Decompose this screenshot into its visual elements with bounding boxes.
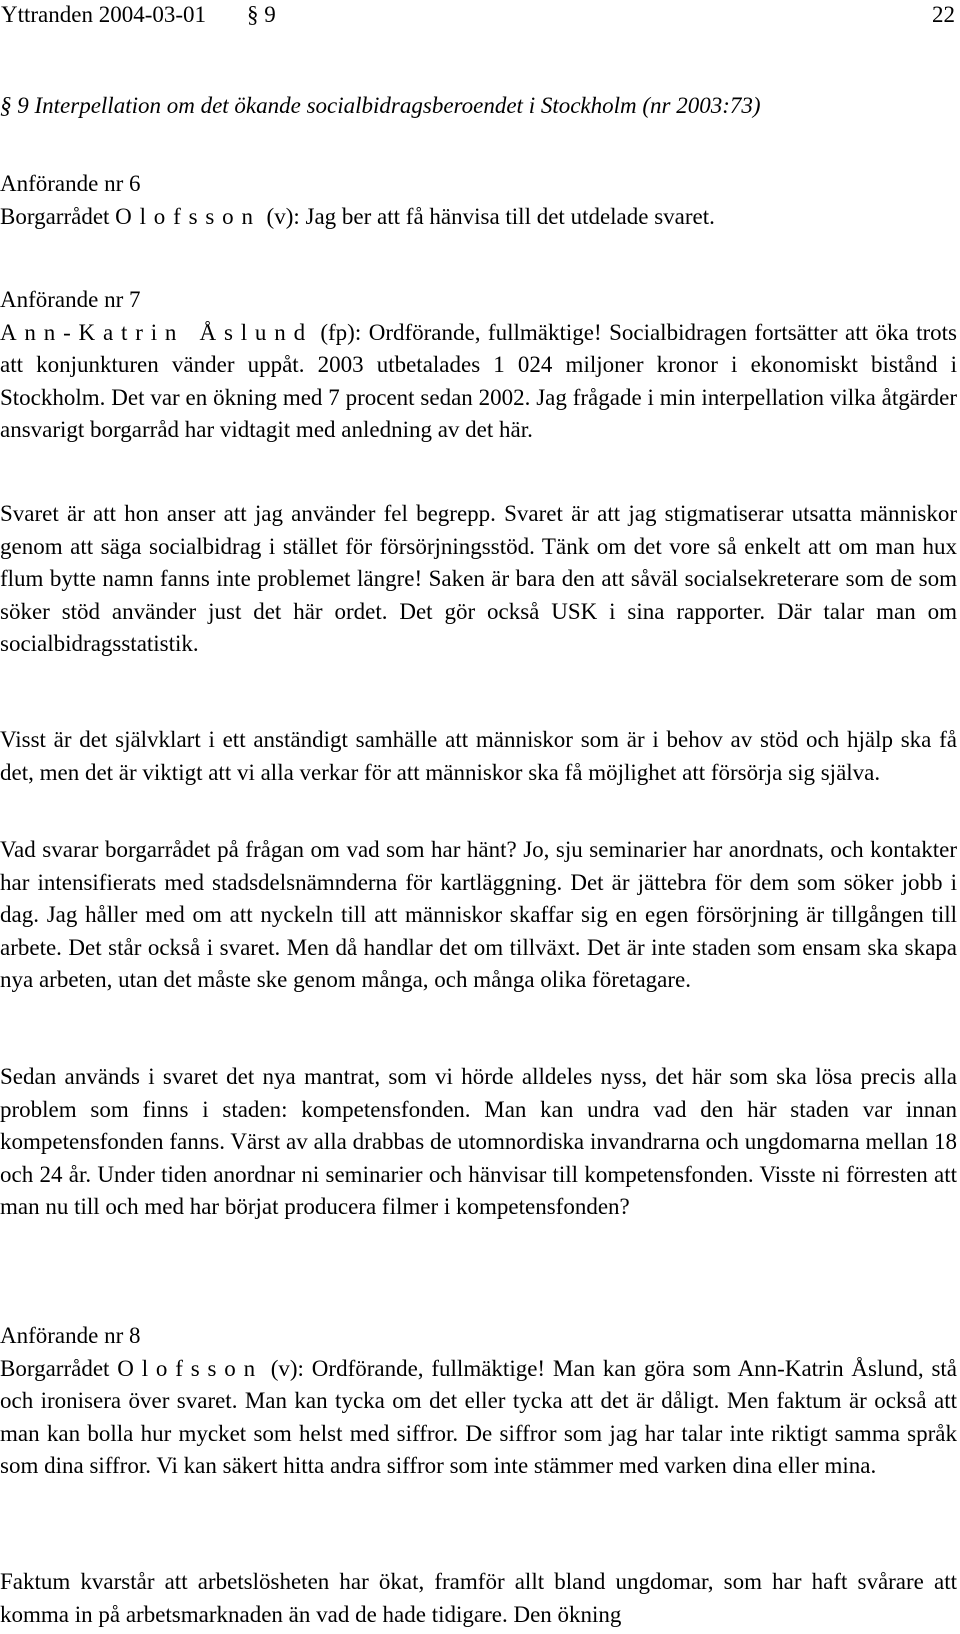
speaker-party: (v): [270, 1355, 304, 1381]
speech-6 [0, 168, 957, 233]
header-section-ref: § 9 [247, 2, 276, 27]
speaker-title: Borgarrådet [0, 203, 110, 229]
speaker-name: Olofsson [115, 203, 261, 229]
speech-first-paragraph [0, 1353, 957, 1483]
section-title: § 9 Interpellation om det ökande socialbidragsberoendet i Stockholm (nr 2003:73) [0, 93, 761, 118]
speaker-party: (fp): [320, 319, 362, 345]
speech-8 [0, 1320, 957, 1483]
speech-7-paragraph-5: Sedan används i svaret det nya mantrat, som vi hörde alldeles nyss, det här som ska lösa precis alla problem som finns i staden: kompetensfonden. Man kan undra vad den här staden var innan kompetensfonden fanns. Värst av alla drabbas de utomnordiska invandrarna och ungdomarna mellan 18 och 24 år. Under tiden anordnar ni seminarier och hänvisar till kompetensfonden. Visste ni förresten att man nu till och med har börjat producera filmer i kompetensfonden? [0, 1064, 957, 1219]
speech-heading: Anförande nr 6 [0, 171, 141, 196]
speech-first-paragraph [0, 317, 957, 447]
speech-8-paragraph-2: Faktum kvarstår att arbetslösheten har ökat, framför allt bland ungdomar, som har haft svårare att komma in på arbetsmarknaden än vad de hade tidigare. Den ökning [0, 1569, 957, 1627]
speaker-title: Borgarrådet [0, 1355, 110, 1381]
speech-7-paragraph-4: Vad svarar borgarrådet på frågan om vad som har hänt? Jo, sju seminarier har anordnats, och kontakter har intensifierats med stadsdelsnämnderna för kartläggning. Det är jättebra för dem som söker jobb i dag. Jag håller med om att nyckeln till att människor skaffar sig en egen försörjning är tillgången till arbete. Det står också i svaret. Men då handlar det om tillväxt. Det är inte staden som ensam ska skapa nya arbeten, utan det måste ske genom många, och många olika företagare. [0, 837, 957, 992]
speech-text: Ordförande, fullmäktige! Socialbidragen fortsätter att öka trots att konjunkturen vänder uppåt. 2003 utbetalades 1 024 miljoner kronor i ekonomiskt bistånd i Stockholm. Det var en ökning med 7 procent sedan 2002. Jag frågade i min interpellation vilka åtgärder ansvarigt borgarråd har vidtagit med anledning av det här. [0, 319, 958, 442]
speech-text: Ordförande, fullmäktige! Man kan göra som Ann-Katrin Åslund, stå och ironisera över svaret. Man kan tycka om det eller tycka att det är dåligt. Men faktum är också att man kan bolla hur mycket som helst med siffror. De siffror som jag har talar inte riktigt samma språk som dina siffror. Vi kan säkert hitta andra siffror som inte stämmer med varken dina eller mina. [0, 1355, 958, 1478]
speech-text: Jag ber att få hänvisa till det utdelade svaret. [305, 203, 715, 229]
page-header [0, 0, 957, 36]
speaker-name: Ann-Katrin Åslund [0, 319, 313, 345]
speech-first-paragraph [0, 201, 957, 234]
speech-heading: Anförande nr 8 [0, 1323, 141, 1348]
speaker-name: Olofsson [117, 1355, 263, 1381]
header-date: Yttranden 2004-03-01 [1, 2, 207, 27]
speech-7-paragraph-3: Visst är det självklart i ett anständigt samhälle att människor som är i behov av stöd och hjälp ska få det, men det är viktigt att vi alla verkar för att människor ska få möjlighet att försörja sig själva. [0, 727, 957, 785]
page-number: 22 [932, 2, 955, 27]
speaker-party: (v): [266, 203, 300, 229]
speech-7 [0, 284, 957, 447]
speech-heading: Anförande nr 7 [0, 287, 141, 312]
speech-7-paragraph-2: Svaret är att hon anser att jag använder fel begrepp. Svaret är att jag stigmatiserar utsatta människor genom att säga socialbidrag i stället för försörjningsstöd. Tänk om det vore så enkelt att om man hux flum bytte namn fanns inte problemet längre! Saken är bara den att såväl socialsekreterare som de som söker stöd använder just det här ordet. Det gör också USK i sina rapporter. Där talar man om socialbidragsstatistik. [0, 501, 957, 656]
